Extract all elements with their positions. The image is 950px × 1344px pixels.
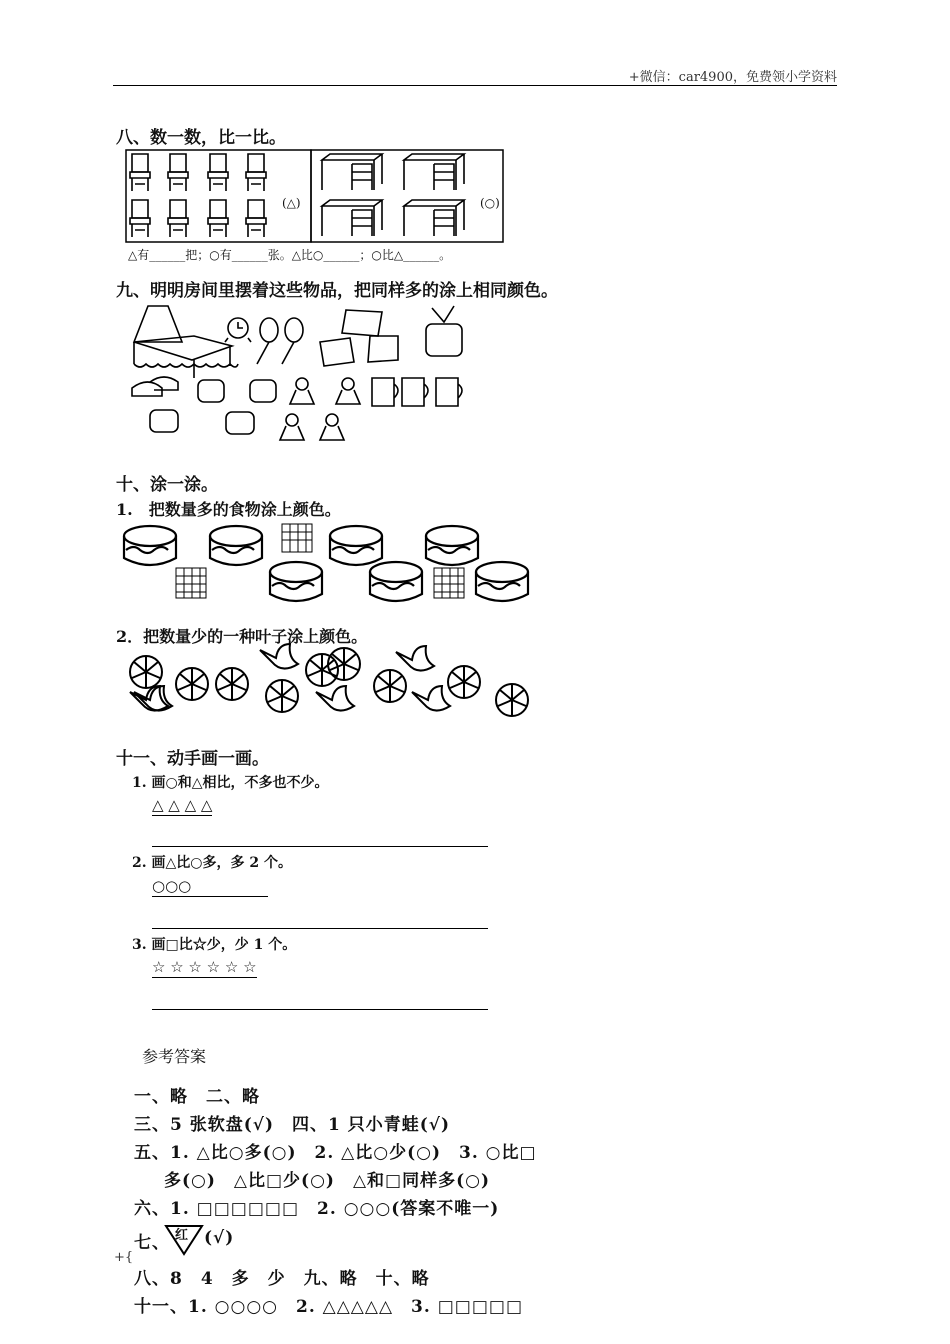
answers-title: 参考答案 xyxy=(142,1047,207,1066)
q3-stars: ☆ ☆ ☆ ☆ ☆ ☆ xyxy=(152,958,257,976)
q1-answer-line[interactable] xyxy=(152,846,488,847)
bed-icon xyxy=(134,306,238,378)
header-rule xyxy=(113,85,837,86)
section-11-q1: 1. 画○和△相比，不多也不少。 xyxy=(132,775,329,791)
chairs-desks-figure xyxy=(126,150,504,242)
section-10-title: 十、涂一涂。 xyxy=(116,475,218,495)
q1-triangles: △ △ △ △ xyxy=(152,796,213,814)
answer-line-4: 多(○) △比□少(○) △和□同样多(○) xyxy=(164,1171,491,1191)
racket-icons xyxy=(257,318,303,364)
desk-icons xyxy=(322,154,464,236)
desks-mark: (○) xyxy=(480,196,500,210)
q2-answer-line[interactable] xyxy=(152,928,488,929)
chairs-mark: (△) xyxy=(282,196,301,210)
section-10-q1: 1. 把数量多的食物涂上颜色。 xyxy=(116,500,341,519)
section-11-q3: 3. 画□比☆少，少 1 个。 xyxy=(132,937,297,953)
margin-mark: +{ xyxy=(114,1250,134,1265)
section-11-q2: 2. 画△比○多，多 2 个。 xyxy=(132,855,292,871)
pillow-icons xyxy=(150,380,276,434)
answer-line-2: 三、5 张软盘(√) 四、1 只小青蛙(√) xyxy=(134,1115,451,1135)
cake-icons xyxy=(124,526,528,601)
tv-icon xyxy=(426,306,462,356)
photo-frame-icons xyxy=(320,310,398,366)
section-9-title: 九、明明房间里摆着这些物品，把同样多的涂上相同颜色。 xyxy=(116,281,558,301)
food-figure xyxy=(120,520,520,602)
section-10-q2: 2．把数量少的一种叶子涂上颜色。 xyxy=(116,627,368,646)
answer-line-7: 八、8 4 多 少 九、略 十、略 xyxy=(134,1269,430,1289)
header-watermark: +微信：car4900，免费领小学资料 xyxy=(628,70,837,85)
q3-answer-line[interactable] xyxy=(152,1009,488,1010)
room-items-figure xyxy=(126,302,476,452)
answer-line-8: 十一、1. ○○○○ 2. △△△△△ 3. □□□□□ xyxy=(134,1297,524,1317)
answer-line-6: 七、 xyxy=(134,1233,170,1253)
q2-circles: ○○○ xyxy=(152,877,268,897)
red-badge-text: 红 xyxy=(175,1228,189,1243)
section-8-title: 八、数一数，比一比。 xyxy=(116,128,286,148)
answer-line-3: 五、1. △比○多(○) 2. △比○少(○) 3. ○比□ xyxy=(134,1143,537,1163)
clock-icon xyxy=(225,318,251,342)
seven-check: (√) xyxy=(204,1228,235,1248)
shoes-icon xyxy=(132,377,178,396)
leaves-figure xyxy=(126,648,518,724)
section-11-title: 十一、动手画一画。 xyxy=(116,749,269,769)
answer-line-1: 一、略 二、略 xyxy=(134,1087,260,1107)
answer-line-5: 六、1. □□□□□□ 2. ○○○(答案不唯一) xyxy=(134,1199,500,1219)
cup-icons xyxy=(372,378,462,406)
chair-icons xyxy=(130,154,266,237)
section-8-fill-line: △有______把；○有______张。△比○______；○比△______。 xyxy=(128,248,452,262)
doll-icons xyxy=(280,378,360,440)
